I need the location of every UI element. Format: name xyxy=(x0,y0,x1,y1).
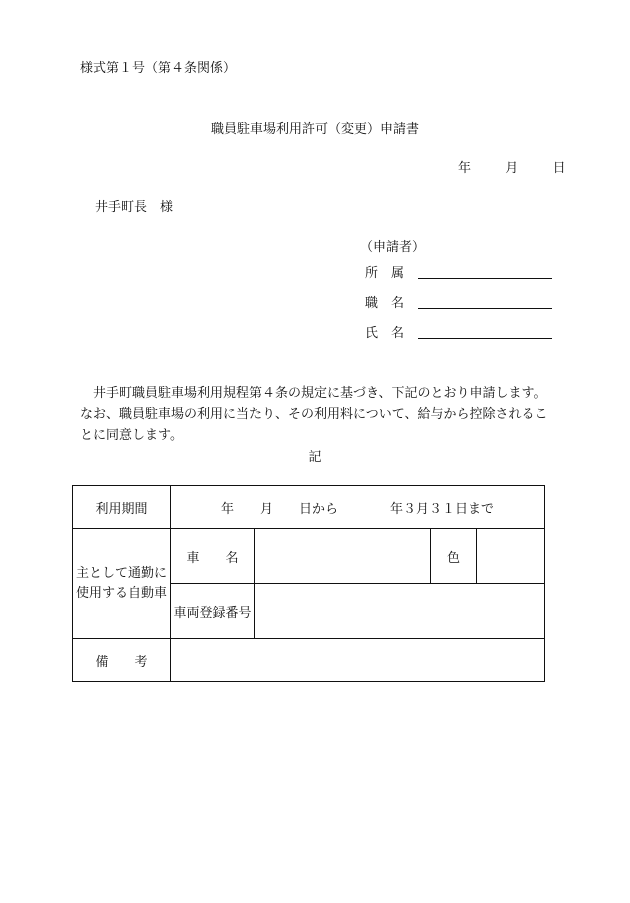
registration-label: 車両登録番号 xyxy=(171,584,255,639)
period-label: 利用期間 xyxy=(73,486,171,529)
date-line xyxy=(458,157,566,176)
vehicle-label-line-2: 使用する自動車 xyxy=(75,585,167,601)
job-title-line xyxy=(418,308,552,309)
affiliation-field[interactable] xyxy=(365,262,409,282)
applicant-label: （申請者） xyxy=(360,240,426,255)
affiliation-label: 所 属 xyxy=(365,266,405,281)
name-label: 氏 名 xyxy=(365,326,405,341)
ki-marker: 記 xyxy=(308,450,322,465)
date-day: 日 xyxy=(552,161,566,176)
car-name-label: 車 名 xyxy=(171,529,255,584)
job-title-field[interactable] xyxy=(365,292,409,312)
name-line xyxy=(418,338,552,339)
date-month: 月 xyxy=(505,161,519,176)
body-paragraph-2: なお、職員駐車場の利用に当たり、その利用料について、給与から控除されることに同意します。 xyxy=(80,407,548,443)
body-paragraph-1: 井手町職員駐車場利用規程第４条の規定に基づき、下記のとおり申請します。 xyxy=(93,386,547,401)
period-value[interactable]: 年 月 日から 年３月３１日まで xyxy=(171,486,545,529)
application-table xyxy=(72,485,545,682)
remarks-value[interactable] xyxy=(171,639,545,682)
remarks-label: 備 考 xyxy=(73,639,171,682)
car-name-value[interactable] xyxy=(255,529,431,584)
registration-value[interactable] xyxy=(255,584,545,639)
date-year: 年 xyxy=(458,161,472,176)
vehicle-label-line-1: 主として通勤に xyxy=(75,565,167,581)
color-label: 色 xyxy=(431,529,477,584)
color-value[interactable] xyxy=(477,529,545,584)
job-title-label: 職 名 xyxy=(365,296,405,311)
name-field[interactable] xyxy=(365,322,409,342)
addressee: 井手町長 様 xyxy=(95,200,174,215)
form-number: 様式第１号（第４条関係） xyxy=(80,61,237,76)
body-text xyxy=(80,383,560,446)
vehicle-label xyxy=(73,529,171,639)
affiliation-line xyxy=(418,278,552,279)
document-title: 職員駐車場利用許可（変更）申請書 xyxy=(210,122,419,137)
